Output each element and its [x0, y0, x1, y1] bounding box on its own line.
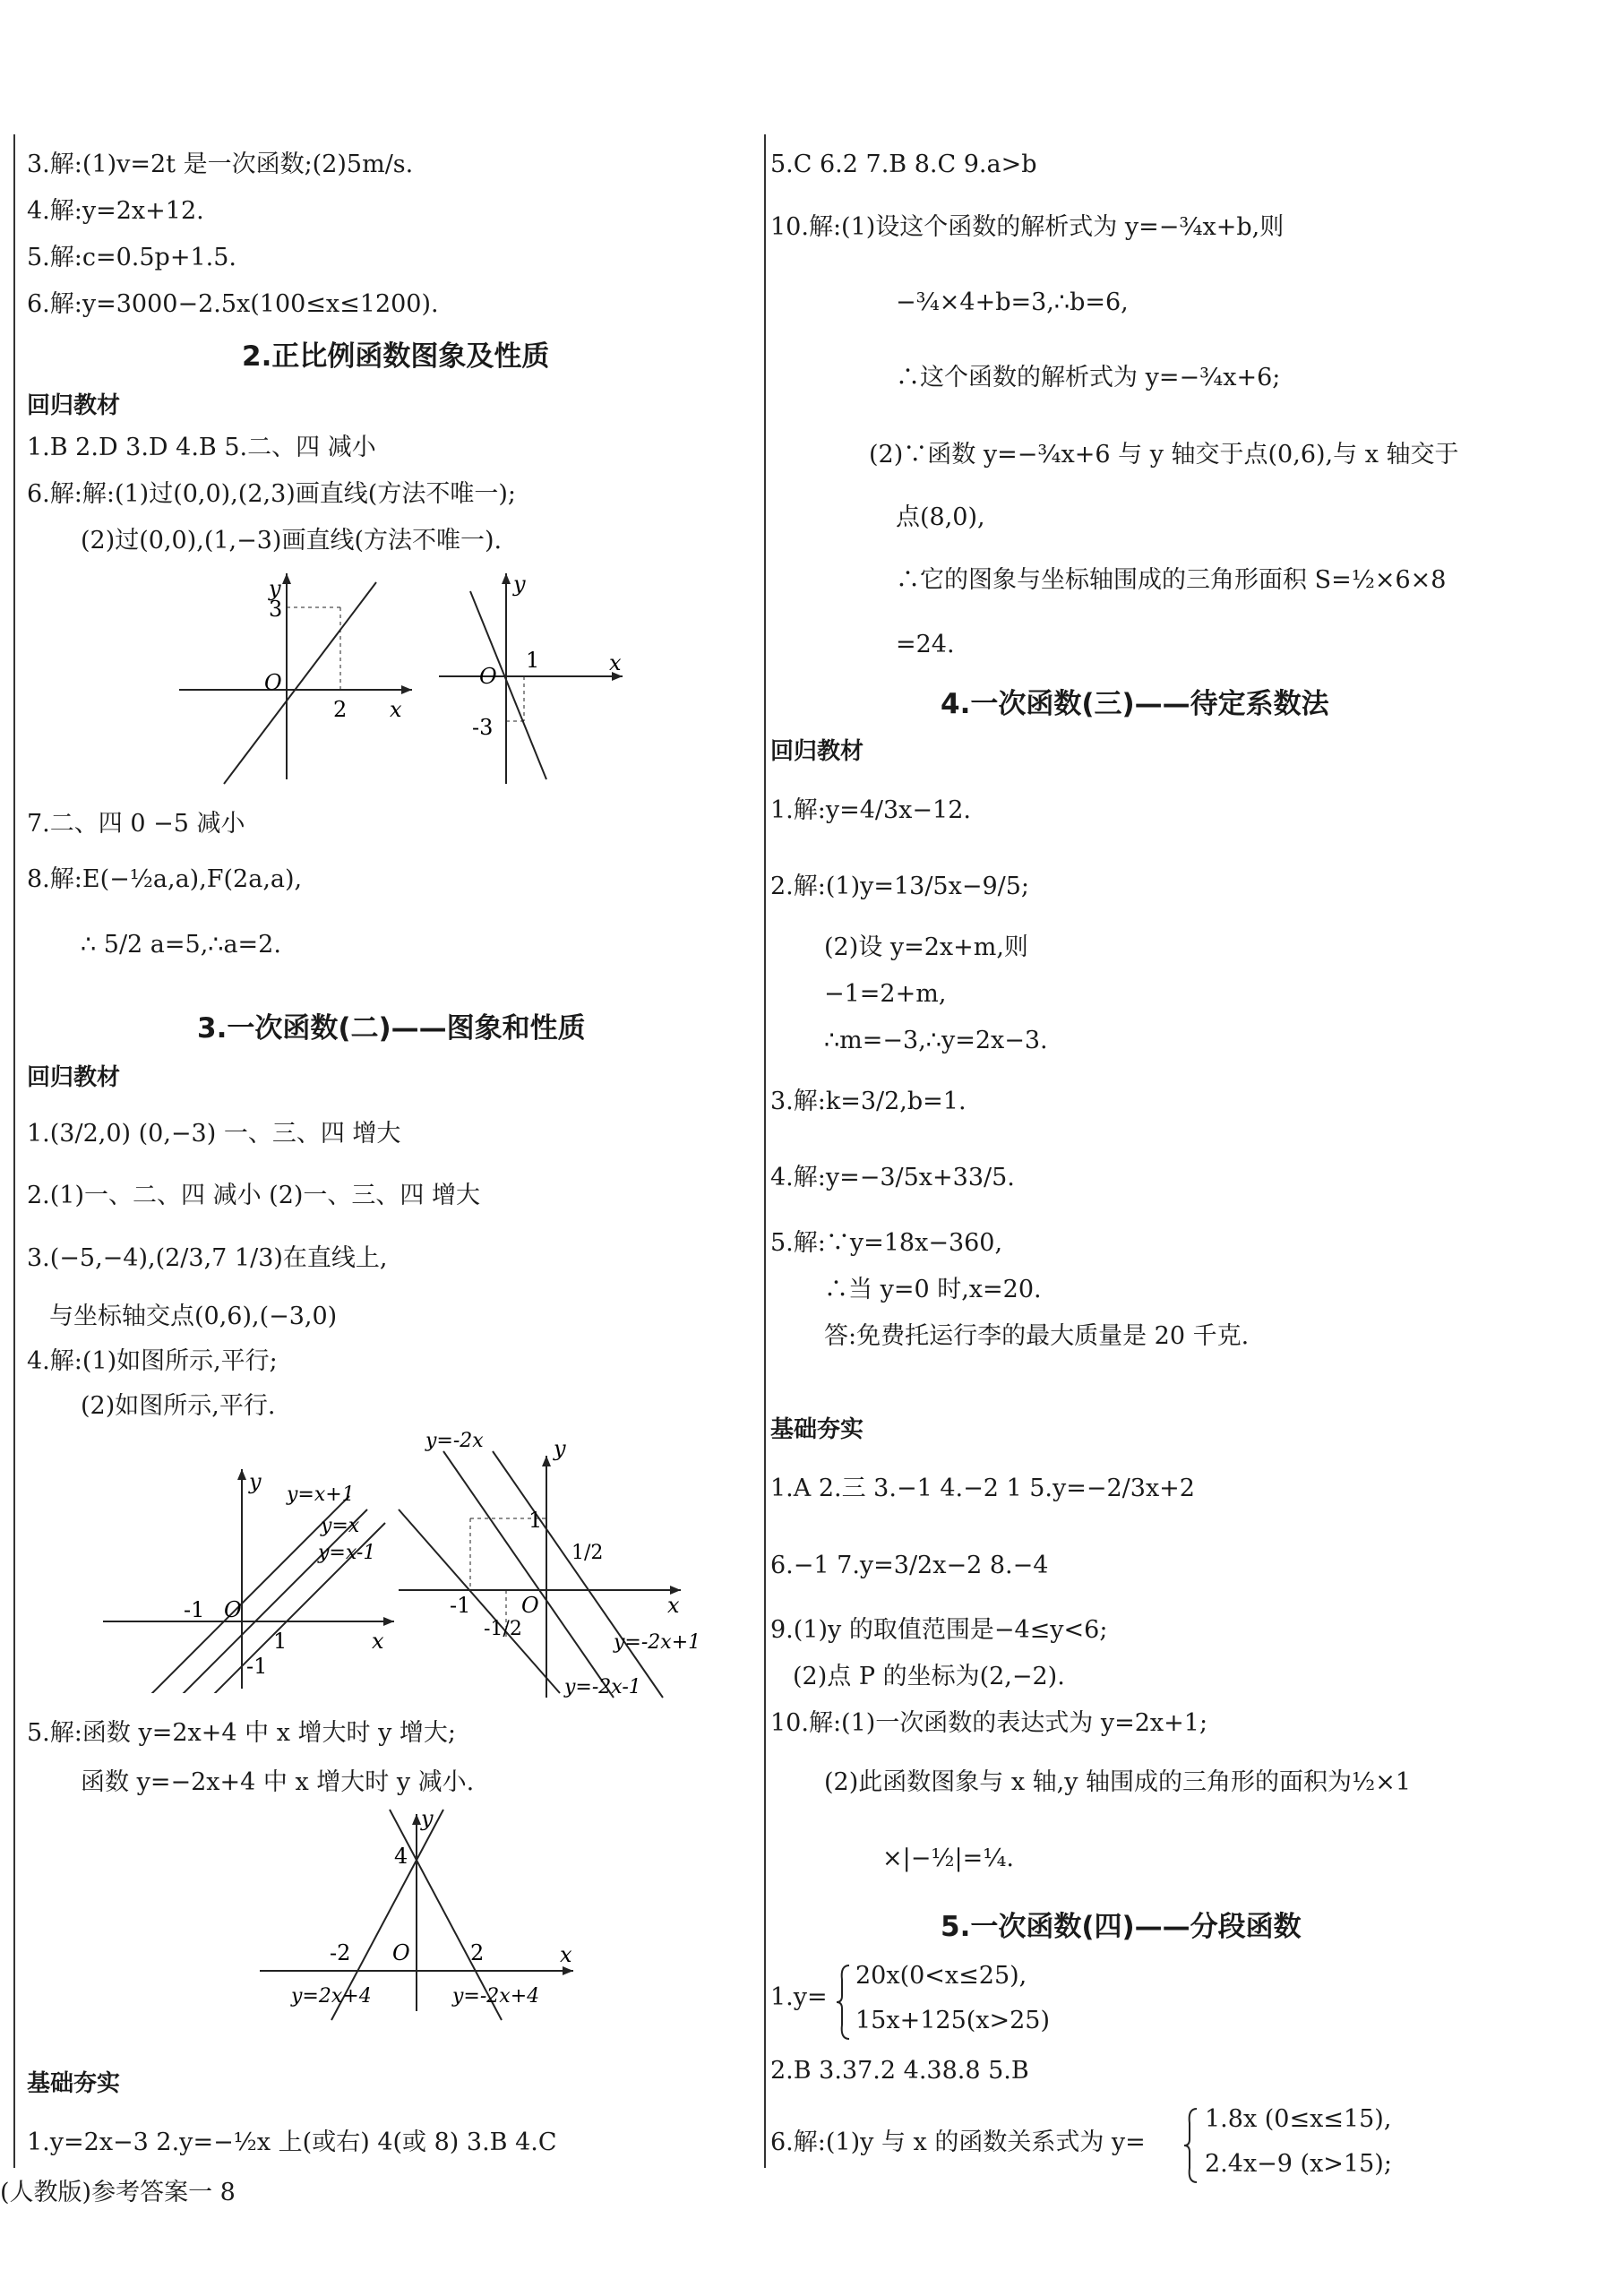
answer-line: 6.解:y=3000−2.5x(100≤x≤1200).	[27, 290, 439, 318]
answer-line: 5.解:∵y=18x−360,	[770, 1229, 1003, 1257]
answer-line: 与坐标轴交点(0,6),(−3,0)	[49, 1303, 338, 1330]
answer-line: ∴m=−3,∴y=2x−3.	[824, 1027, 1048, 1054]
left-column-divider	[13, 134, 15, 2168]
axis-label: x	[609, 650, 622, 675]
answer-line: 7.二、四 0 −5 减小	[27, 810, 245, 838]
answer-line: 5.解:函数 y=2x+4 中 x 增大时 y 增大;	[27, 1719, 457, 1747]
answer-line: (2)此函数图象与 x 轴,y 轴围成的三角形的面积为½×1	[824, 1768, 1412, 1796]
answer-line: −1=2+m,	[824, 980, 947, 1008]
answer-line: 6.−1 7.y=3/2x−2 8.−4	[770, 1552, 1049, 1579]
answer-line: 答:免费托运行李的最大质量是 20 千克.	[824, 1322, 1250, 1350]
graph-proportional-2	[434, 564, 632, 788]
answer-line: 8.解:E(−½a,a),F(2a,a),	[27, 865, 303, 893]
piecewise-case: 15x+125(x>25)	[855, 2007, 1051, 2034]
line-label: y=x-1	[318, 1542, 376, 1564]
tick-label: 4	[394, 1844, 408, 1869]
graph-parallel-lines-1	[99, 1433, 412, 1693]
section-title: 3.一次函数(二)——图象和性质	[197, 1012, 586, 1045]
answer-line: 5.C 6.2 7.B 8.C 9.a>b	[770, 150, 1037, 178]
answer-line: 4.解:y=2x+12.	[27, 197, 204, 225]
answer-line: 函数 y=−2x+4 中 x 增大时 y 减小.	[81, 1768, 475, 1796]
answer-line: 6.解:(1)y 与 x 的函数关系式为 y=	[770, 2128, 1146, 2156]
section-subtitle: 基础夯实	[27, 2070, 121, 2097]
piecewise-case: 20x(0<x≤25),	[855, 1962, 1027, 1990]
answer-line: 3.(−5,−4),(2/3,7 1/3)在直线上,	[27, 1244, 388, 1272]
answer-line: 3.解:(1)v=2t 是一次函数;(2)5m/s.	[27, 150, 414, 178]
graph-parallel-lines-2	[394, 1424, 726, 1702]
brace	[1182, 2105, 1200, 2186]
answer-line: 1.A 2.三 3.−1 4.−2 1 5.y=−2/3x+2	[770, 1475, 1195, 1502]
page-footer: (人教版)参考答案一 8	[0, 2179, 236, 2206]
section-subtitle: 基础夯实	[770, 1416, 864, 1443]
section-title: 2.正比例函数图象及性质	[242, 340, 550, 373]
answer-line: 2.B 3.37.2 4.38.8 5.B	[770, 2057, 1029, 2085]
axis-label: y	[269, 576, 281, 601]
answer-line: ∴这个函数的解析式为 y=−¾x+6;	[896, 364, 1281, 391]
origin-label: O	[264, 670, 282, 695]
tick-label: -1	[450, 1593, 471, 1618]
line-label: y=2x+4	[291, 1985, 372, 2008]
tick-label: 1/2	[571, 1542, 604, 1564]
answer-line: 2.(1)一、二、四 减小 (2)一、三、四 增大	[27, 1182, 480, 1209]
origin-label: O	[392, 1940, 410, 1965]
answer-line: 1.y=2x−3 2.y=−½x 上(或右) 4(或 8) 3.B 4.C	[27, 2128, 557, 2156]
answer-line: (2)设 y=2x+m,则	[824, 933, 1028, 961]
line-label: y=-2x-1	[564, 1676, 641, 1698]
section-title: 5.一次函数(四)——分段函数	[941, 1911, 1302, 1943]
answer-line: 9.(1)y 的取值范围是−4≤y<6;	[770, 1616, 1108, 1644]
origin-label: O	[479, 664, 497, 689]
answer-line: 3.解:k=3/2,b=1.	[770, 1088, 967, 1115]
answer-line: 1.y=	[770, 1983, 828, 2011]
answer-line: =24.	[896, 631, 955, 658]
line-label: y=x+1	[287, 1483, 355, 1506]
center-column-divider	[764, 134, 766, 2168]
origin-label: O	[224, 1597, 242, 1622]
answer-line: (2)点 P 的坐标为(2,−2).	[793, 1663, 1065, 1690]
answer-line: 6.解:解:(1)过(0,0),(2,3)画直线(方法不唯一);	[27, 480, 516, 508]
section-title: 4.一次函数(三)——待定系数法	[941, 688, 1329, 720]
section-subtitle: 回归教材	[770, 738, 864, 765]
piecewise-case: 1.8x (0≤x≤15),	[1205, 2105, 1392, 2133]
tick-label: 3	[269, 597, 283, 622]
answer-line: (2)∵函数 y=−¾x+6 与 y 轴交于点(0,6),与 x 轴交于	[869, 441, 1459, 469]
brace	[835, 1962, 853, 2042]
origin-label: O	[521, 1593, 539, 1618]
answer-line: 1.解:y=4/3x−12.	[770, 796, 971, 824]
tick-label: -3	[472, 715, 494, 740]
section-subtitle: 回归教材	[27, 392, 121, 419]
axis-label: x	[372, 1629, 384, 1654]
graph-intersecting-lines	[251, 1801, 591, 2025]
axis-label: y	[554, 1436, 566, 1461]
tick-label: -1	[184, 1597, 205, 1622]
answer-line: ∴当 y=0 时,x=20.	[824, 1276, 1042, 1303]
tick-label: -1/2	[484, 1618, 522, 1640]
answer-line: 点(8,0),	[896, 503, 985, 531]
tick-label: 2	[470, 1940, 485, 1965]
axis-label: y	[513, 572, 526, 597]
axis-label: x	[667, 1593, 680, 1618]
line-label: y=-2x+1	[614, 1631, 701, 1654]
tick-label: 2	[333, 697, 348, 722]
line-label: y=-2x+4	[452, 1985, 540, 2008]
axis-label: x	[560, 1942, 572, 1967]
answer-line: 4.解:y=−3/5x+33/5.	[770, 1164, 1015, 1191]
answer-line: 1.(3/2,0) (0,−3) 一、三、四 增大	[27, 1120, 401, 1148]
tick-label: 1	[526, 648, 540, 673]
graph-proportional-1	[170, 564, 421, 788]
tick-label: 1	[273, 1629, 288, 1654]
answer-line: ∴它的图象与坐标轴围成的三角形面积 S=½×6×8	[896, 566, 1447, 594]
answer-line: (2)过(0,0),(1,−3)画直线(方法不唯一).	[81, 527, 503, 555]
answer-line: 10.解:(1)设这个函数的解析式为 y=−¾x+b,则	[770, 213, 1285, 241]
answer-line: 2.解:(1)y=13/5x−9/5;	[770, 873, 1030, 900]
axis-label: y	[421, 1806, 434, 1831]
answer-line: 4.解:(1)如图所示,平行;	[27, 1347, 278, 1375]
answer-line: −¾×4+b=3,∴b=6,	[896, 288, 1129, 316]
tick-label: -1	[246, 1654, 268, 1679]
answer-line: ∴ 5/2 a=5,∴a=2.	[81, 931, 281, 959]
answer-line: 1.B 2.D 3.D 4.B 5.二、四 减小	[27, 434, 376, 461]
axis-label: y	[249, 1469, 262, 1494]
line-label: y=-2x	[425, 1430, 484, 1452]
axis-label: x	[390, 697, 402, 722]
answer-line: ×|−½|=¼.	[882, 1845, 1014, 1872]
answer-line: 10.解:(1)一次函数的表达式为 y=2x+1;	[770, 1709, 1208, 1737]
section-subtitle: 回归教材	[27, 1064, 121, 1091]
line-label: y=x	[321, 1515, 360, 1537]
answer-line: (2)如图所示,平行.	[81, 1392, 276, 1420]
tick-label: 1	[528, 1508, 543, 1533]
tick-label: -2	[330, 1940, 351, 1965]
piecewise-case: 2.4x−9 (x>15);	[1205, 2150, 1392, 2178]
answer-line: 5.解:c=0.5p+1.5.	[27, 244, 236, 271]
